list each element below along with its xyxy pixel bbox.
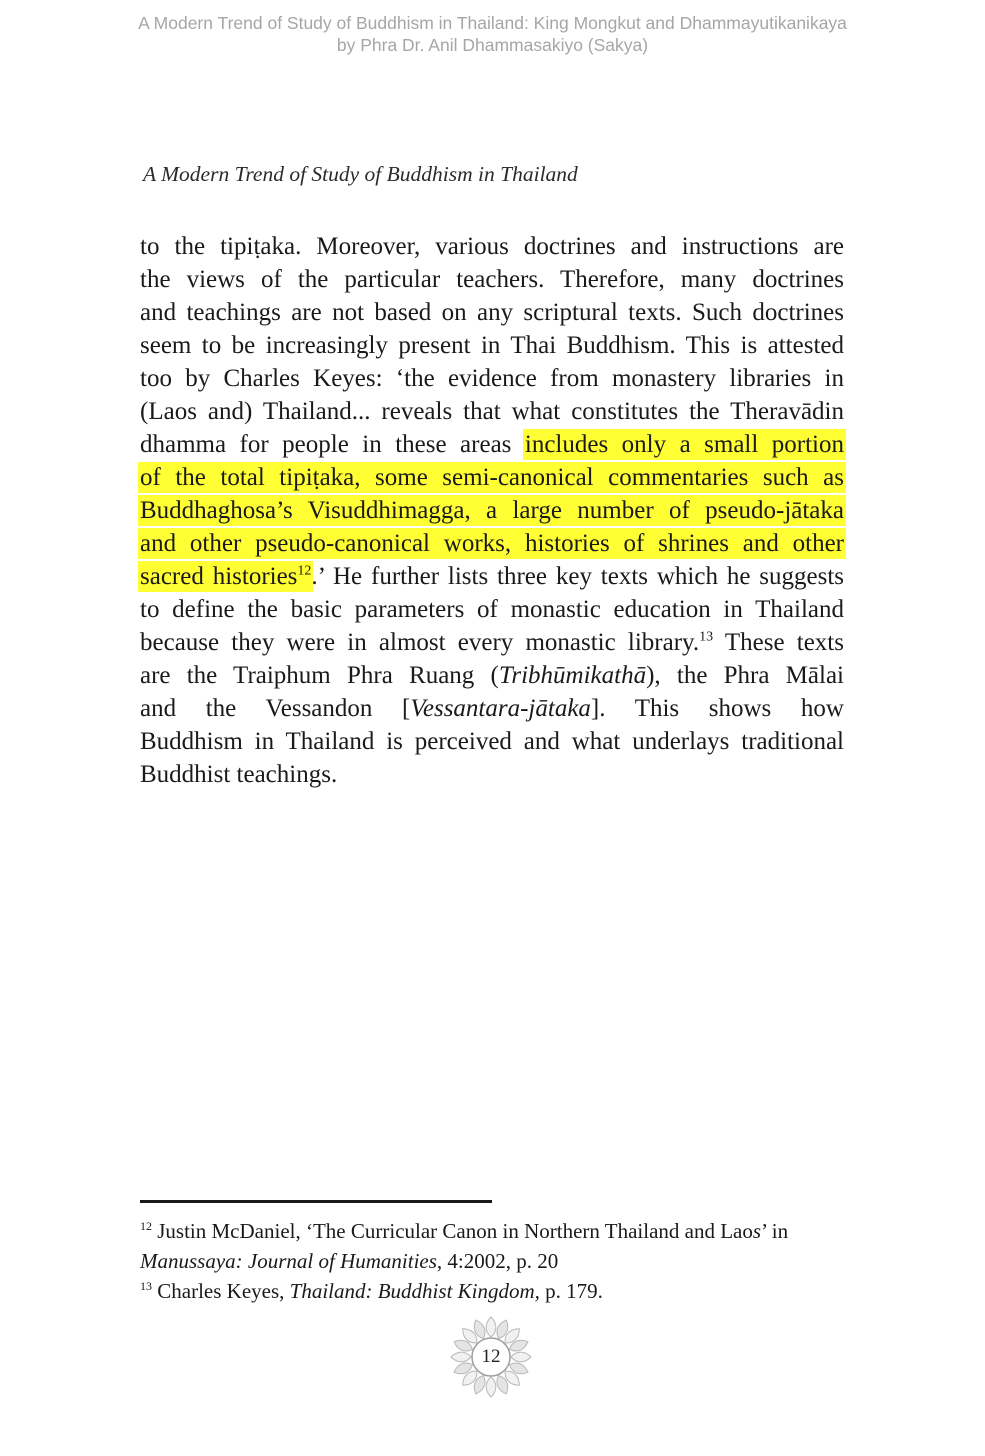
footnote-12-cont [140,1246,860,1276]
highlighted-text: Buddhaghosa’s Visuddhimagga, a large number of pseudo-jātaka [140,497,844,524]
italic-title: Vessantara-jātaka [410,695,591,722]
pdf-header-author: by Phra Dr. Anil Dhammasakiyo (Sakya) [336,35,649,55]
body-text-span: dhamma for people in these areas [140,431,525,458]
pdf-header-title: A Modern Trend of Study of Buddhism in Thailand: King Mongkut and Dhammayutikanikaya [138,13,847,33]
body-line: Buddhist teachings. [140,761,338,788]
body-line: to the tipiṭaka. Moreover, various doctrines and instructions are [140,233,844,260]
footnote-number: 12 [140,1219,152,1233]
body-line: too by Charles Keyes: ‘the evidence from monastery libraries in [140,365,844,392]
body-text-span: These texts [713,629,844,656]
body-line [140,428,844,461]
body-line: to define the basic parameters of monastic education in Thailand [140,596,844,623]
running-head: A Modern Trend of Study of Buddhism in Thailand [143,162,578,186]
body-line: (Laos and) Thailand... reveals that what constitutes the Theravādin [140,398,844,425]
footnote-text: s [752,1219,762,1243]
highlighted-text: includes only a small portion [524,431,845,458]
footnote-text: , 4:2002, p. 20 [436,1249,559,1273]
body-line: the views of the particular teachers. Therefore, many doctrines [140,266,844,293]
highlighted-text: and other pseudo-canonical works, histories of shrines and other [140,530,844,557]
body-line [140,560,844,593]
footnote-text: ’ in [761,1219,789,1243]
page-number-ornament [450,1316,532,1398]
body-text-span: and the Vessandon [ [140,695,411,722]
body-paragraph [140,230,844,791]
footnote-text: Justin McDaniel, ‘The Curricular Canon in Northern Thailand and Lao [152,1219,753,1243]
body-line: and teachings are not based on any scriptural texts. Such doctrines [140,299,844,326]
pdf-header [0,12,985,56]
footnote-text: Charles Keyes, [152,1279,290,1303]
footnotes [140,1216,860,1306]
footnote-ref-13[interactable]: 13 [699,629,714,645]
body-line [140,626,844,659]
highlighted-text: of the total tipiṭaka, some semi-canonical commentaries such as [140,464,844,491]
page-number: 12 [481,1346,501,1367]
journal-title: Manussaya: Journal of Humanities [140,1249,437,1273]
book-title: Thailand: Buddhist Kingdom, [289,1279,540,1303]
footnote-number: 13 [140,1279,152,1293]
body-line [140,527,844,560]
body-text-span: .’ He further lists three key texts which he suggests [311,563,844,590]
italic-title: Tribhūmikathā [498,662,647,689]
highlighted-text-span: sacred histories [140,563,298,590]
footnote-12 [140,1216,860,1246]
body-line: Buddhism in Thailand is perceived and what underlays traditional [140,728,844,755]
body-line [140,494,844,527]
body-line [140,461,844,494]
body-text-span: ]. This shows how [590,695,844,722]
footnote-divider [140,1200,492,1203]
body-text-span: because they were in almost every monastic library. [140,629,700,656]
body-text-span: are the Traiphum Phra Ruang ( [140,662,499,689]
body-line [140,659,844,692]
footnote-13 [140,1276,860,1306]
body-line [140,692,844,725]
footnote-ref-12[interactable]: 12 [297,563,312,579]
footnote-text: p. 179. [539,1279,603,1303]
body-text-span: ), the Phra Mālai [646,662,844,689]
highlighted-text [140,563,311,590]
body-line: seem to be increasingly present in Thai Buddhism. This is attested [140,332,844,359]
